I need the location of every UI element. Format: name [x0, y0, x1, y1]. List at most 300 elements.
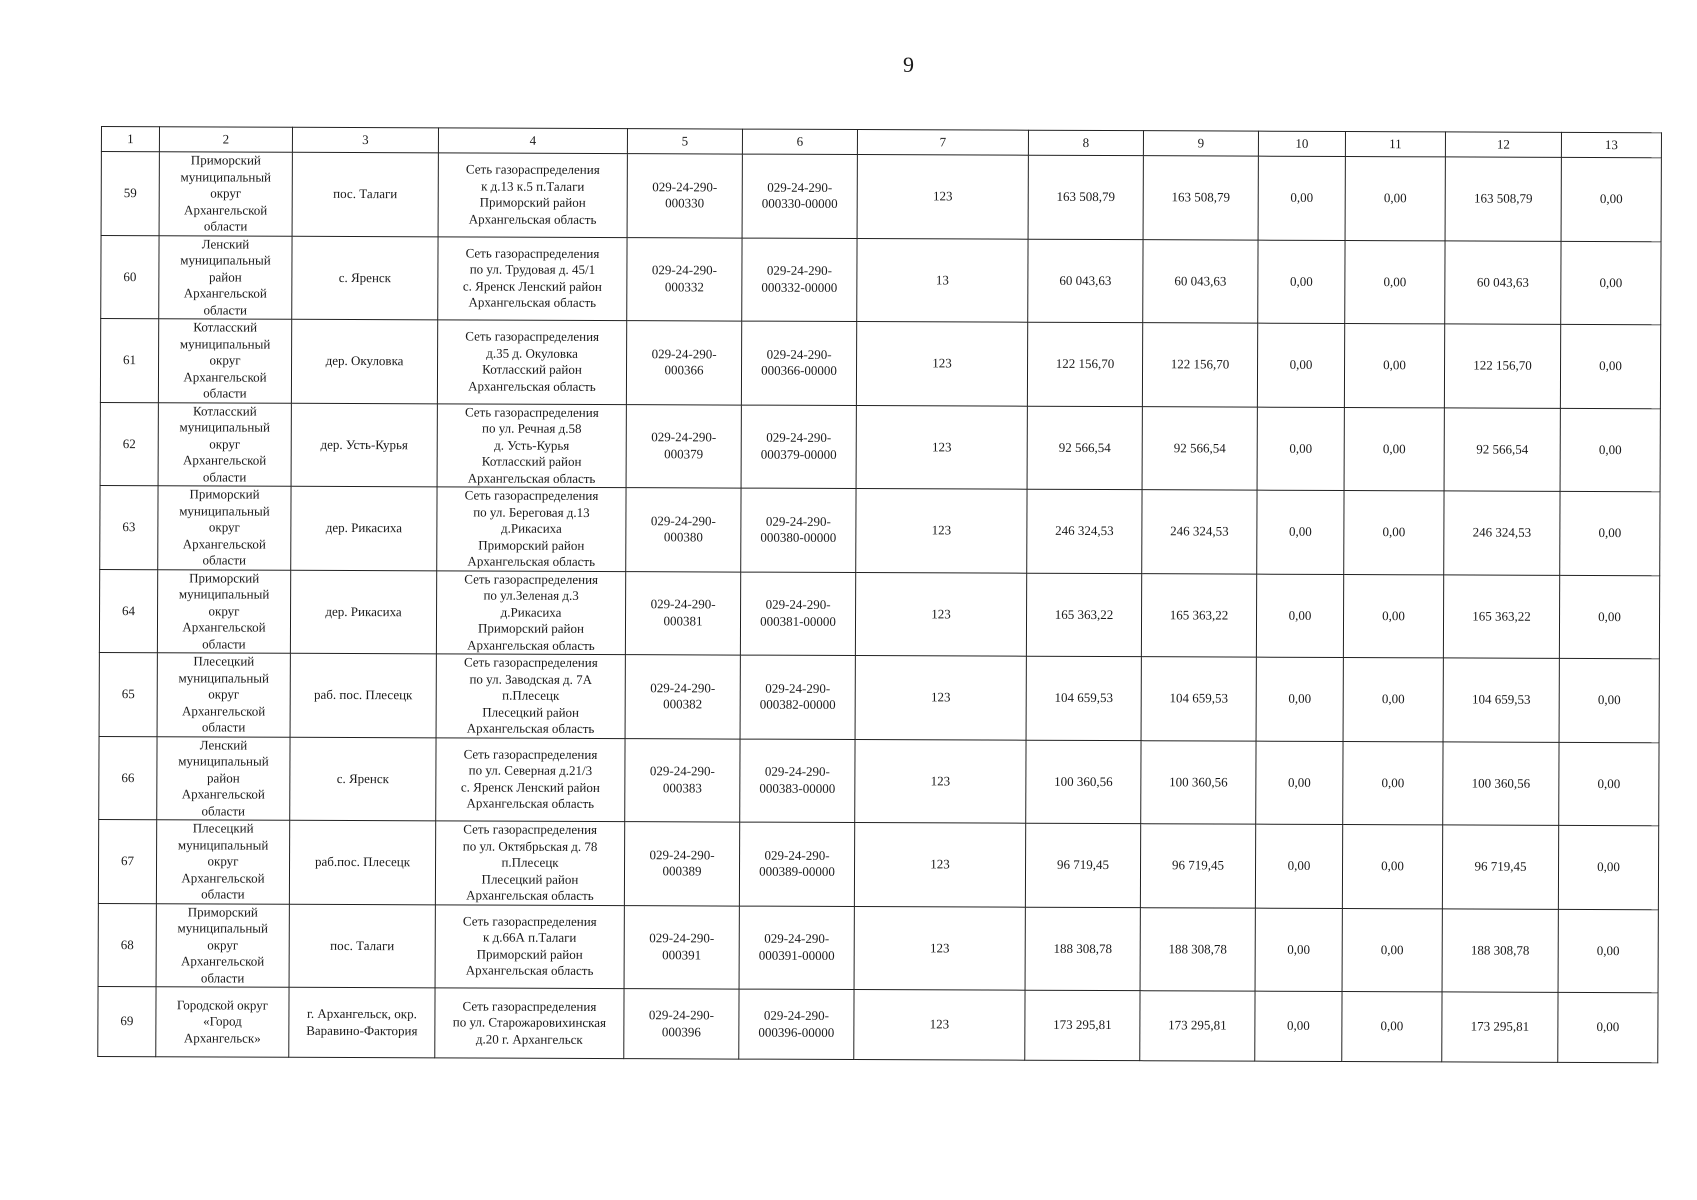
- table-row: [101, 152, 1661, 242]
- municipality-text: Приморский муниципальный округ Архангельской области: [178, 569, 270, 652]
- code-cell: [856, 405, 1027, 489]
- value-col-10-cell: [1257, 407, 1344, 491]
- inventory-number-text: 029-24-290- 000366-00000: [761, 346, 837, 379]
- value-col-11-text: 0,00: [1382, 524, 1406, 540]
- municipality-cell: [158, 319, 291, 403]
- row-number-cell: [100, 319, 158, 403]
- settlement-text: дер. Усть-Курья: [320, 436, 408, 452]
- inventory-number-text: 029-24-290- 000383-00000: [759, 763, 836, 796]
- value-col-12-text: 173 295,81: [1470, 1018, 1530, 1034]
- registry-number-cell: [626, 321, 741, 405]
- registry-number-text: 029-24-290- 000366: [651, 345, 717, 378]
- value-col-8-cell: [1028, 239, 1143, 323]
- code-text: 123: [931, 605, 951, 621]
- value-col-8-cell: [1025, 990, 1140, 1060]
- row-number-cell: [101, 152, 159, 236]
- object-name-text: Сеть газораспределения к д.66А п.Талаги Приморский район Архангельская область: [462, 913, 597, 979]
- value-col-10-cell: [1255, 991, 1342, 1061]
- settlement-cell: [290, 653, 436, 737]
- municipality-text: Плесецкий муниципальный округ Архангельской области: [178, 653, 270, 735]
- value-col-13-text: 0,00: [1596, 942, 1620, 958]
- value-col-13-text: 0,00: [1598, 441, 1622, 457]
- settlement-text: пос. Талаги: [330, 937, 395, 953]
- object-name-cell: [436, 654, 625, 738]
- registry-number-cell: [627, 237, 742, 321]
- table-row: [101, 235, 1661, 325]
- value-col-10-cell: [1257, 323, 1344, 407]
- value-col-8-text: 96 719,45: [1057, 856, 1110, 873]
- column-header-6: 6: [742, 129, 857, 154]
- municipality-text: Приморский муниципальный округ Архангельской области: [180, 152, 272, 234]
- value-col-8-text: 92 566,54: [1058, 439, 1111, 455]
- value-col-9-cell: [1141, 573, 1256, 657]
- row-number-text: 61: [123, 352, 137, 368]
- value-col-10-cell: [1258, 156, 1345, 240]
- value-col-12-cell: [1443, 741, 1559, 825]
- value-col-13-cell: [1559, 575, 1659, 659]
- row-number-cell: [98, 903, 156, 987]
- settlement-cell: [292, 152, 438, 236]
- column-header-5: 5: [627, 129, 742, 154]
- object-name-text: Сеть газораспределения по ул. Старожаровихинская д.20 г. Архангельск: [452, 998, 607, 1047]
- registry-number-text: 029-24-290- 000332: [651, 262, 717, 295]
- value-col-11-text: 0,00: [1380, 1018, 1404, 1034]
- registry-number-text: 029-24-290- 000381: [650, 596, 716, 629]
- data-table: [97, 126, 1662, 1063]
- row-number-text: 69: [120, 1013, 134, 1029]
- value-col-8-cell: [1026, 656, 1141, 740]
- value-col-11-text: 0,00: [1382, 607, 1405, 623]
- value-col-12-text: 100 360,56: [1471, 775, 1531, 791]
- code-text: 123: [932, 355, 952, 371]
- object-name-cell: [438, 236, 627, 320]
- registry-number-cell: [624, 822, 739, 906]
- value-col-13-text: 0,00: [1598, 608, 1621, 624]
- code-text: 123: [929, 1016, 950, 1032]
- object-name-cell: [435, 821, 624, 905]
- registry-number-cell: [624, 989, 739, 1059]
- settlement-cell: [289, 904, 435, 988]
- value-col-13-text: 0,00: [1596, 1019, 1620, 1035]
- value-col-13-text: 0,00: [1599, 274, 1623, 290]
- value-col-8-cell: [1027, 322, 1142, 406]
- value-col-10-cell: [1257, 490, 1344, 574]
- value-col-10-text: 0,00: [1290, 189, 1314, 205]
- value-col-11-cell: [1342, 908, 1442, 992]
- object-name-text: Сеть газораспределения по ул.Зеленая д.3 д.Рикасиха Приморский район Архангельская область: [464, 570, 599, 653]
- object-name-text: Сеть газораспределения по ул. Октябрьская д. 78 п.Плесецк Плесецкий район Архангельская область: [462, 821, 598, 903]
- settlement-cell: [291, 486, 437, 570]
- value-col-11-cell: [1345, 156, 1445, 240]
- value-col-9-cell: [1143, 239, 1258, 323]
- value-col-9-cell: [1140, 824, 1255, 908]
- value-col-9-cell: [1140, 907, 1255, 991]
- inventory-number-cell: [742, 238, 857, 322]
- row-number-cell: [100, 485, 158, 569]
- value-col-8-text: 173 295,81: [1053, 1017, 1112, 1033]
- value-col-10-cell: [1256, 574, 1343, 658]
- code-text: 123: [931, 522, 952, 538]
- settlement-cell: [292, 236, 438, 320]
- value-col-8-cell: [1026, 740, 1141, 824]
- registry-number-cell: [624, 905, 739, 989]
- municipality-text: Котласский муниципальный округ Архангельской области: [179, 319, 271, 401]
- row-number-cell: [99, 652, 157, 736]
- value-col-12-text: 122 156,70: [1473, 357, 1532, 373]
- value-col-13-cell: [1558, 825, 1658, 909]
- value-col-8-text: 100 360,56: [1054, 773, 1113, 789]
- value-col-12-text: 96 719,45: [1474, 858, 1527, 874]
- value-col-8-text: 165 363,22: [1054, 606, 1114, 622]
- value-col-8-text: 104 659,53: [1054, 689, 1113, 706]
- value-col-9-text: 122 156,70: [1170, 356, 1230, 372]
- inventory-number-cell: [740, 572, 855, 656]
- value-col-12-text: 60 043,63: [1476, 274, 1529, 290]
- code-text: 123: [930, 772, 951, 788]
- municipality-text: Городской округ «Город Архангельск»: [176, 997, 269, 1046]
- registry-number-cell: [625, 655, 740, 739]
- inventory-number-text: 029-24-290- 000389-00000: [759, 847, 835, 880]
- municipality-text: Приморский муниципальный округ Архангельской области: [179, 486, 270, 568]
- code-cell: [854, 990, 1025, 1061]
- value-col-10-text: 0,00: [1288, 690, 1312, 706]
- value-col-11-text: 0,00: [1381, 691, 1405, 707]
- value-col-11-cell: [1344, 407, 1444, 491]
- value-col-12-cell: [1444, 407, 1560, 491]
- code-cell: [855, 656, 1026, 740]
- value-col-13-cell: [1559, 742, 1659, 826]
- table-container: [97, 126, 1661, 1063]
- column-header-7: 7: [857, 130, 1028, 156]
- value-col-10-text: 0,00: [1286, 1018, 1310, 1034]
- object-name-text: Сеть газораспределения по ул. Северная д.21/3 с. Яренск Ленский район Архангельская область: [460, 746, 600, 812]
- value-col-13-cell: [1560, 408, 1660, 492]
- object-name-text: Сеть газораспределения д.35 д. Окуловка Котласский район Архангельская область: [465, 328, 600, 394]
- value-col-13-text: 0,00: [1597, 859, 1620, 875]
- municipality-cell: [157, 653, 290, 737]
- code-cell: [855, 739, 1026, 823]
- column-header-2: 2: [159, 127, 292, 153]
- object-name-cell: [435, 904, 624, 988]
- settlement-cell: [289, 820, 435, 904]
- value-col-8-cell: [1028, 155, 1143, 239]
- value-col-9-text: 246 324,53: [1170, 523, 1229, 539]
- column-header-12: 12: [1445, 132, 1561, 157]
- page-number: 9: [903, 52, 914, 77]
- registry-number-text: 029-24-290- 000382: [650, 679, 716, 712]
- table-row: [99, 736, 1659, 826]
- value-col-12-text: 246 324,53: [1472, 524, 1532, 540]
- value-col-11-text: 0,00: [1380, 941, 1404, 957]
- row-number-cell: [98, 986, 156, 1056]
- value-col-10-text: 0,00: [1289, 273, 1313, 289]
- row-number-text: 67: [121, 853, 135, 869]
- value-col-12-text: 188 308,78: [1470, 942, 1530, 958]
- registry-number-text: 029-24-290- 000391: [649, 930, 715, 963]
- settlement-text: дер. Окуловка: [325, 352, 404, 369]
- inventory-number-text: 029-24-290- 000382-00000: [759, 680, 836, 713]
- settlement-cell: [290, 737, 436, 821]
- inventory-number-text: 029-24-290- 000391-00000: [758, 930, 835, 963]
- value-col-10-cell: [1256, 657, 1343, 741]
- value-col-8-cell: [1025, 907, 1140, 991]
- value-col-13-cell: [1561, 157, 1661, 241]
- settlement-text: с. Яренск: [338, 269, 392, 285]
- object-name-text: Сеть газораспределения по ул. Заводская д. 7А п.Плесецк Плесецкий район Архангельская область: [463, 654, 598, 736]
- row-number-cell: [101, 235, 159, 319]
- value-col-12-cell: [1444, 491, 1560, 575]
- row-number-cell: [99, 569, 157, 653]
- inventory-number-text: 029-24-290- 000332-00000: [761, 262, 838, 295]
- settlement-text: дер. Рикасиха: [325, 603, 402, 619]
- value-col-11-text: 0,00: [1383, 357, 1406, 373]
- value-col-13-cell: [1558, 992, 1658, 1062]
- object-name-cell: [438, 153, 627, 237]
- value-col-9-text: 163 508,79: [1171, 189, 1231, 205]
- value-col-10-text: 0,00: [1289, 356, 1313, 372]
- value-col-8-cell: [1026, 573, 1141, 657]
- settlement-cell: [291, 319, 437, 403]
- inventory-number-cell: [741, 321, 856, 405]
- table-row: [100, 319, 1660, 409]
- value-col-11-cell: [1344, 490, 1444, 574]
- column-header-8: 8: [1028, 130, 1143, 155]
- value-col-10-cell: [1256, 741, 1343, 825]
- inventory-number-cell: [740, 739, 855, 823]
- value-col-12-cell: [1442, 825, 1558, 909]
- value-col-12-cell: [1443, 658, 1559, 742]
- value-col-8-text: 122 156,70: [1055, 355, 1115, 372]
- value-col-11-text: 0,00: [1382, 440, 1406, 456]
- value-col-12-cell: [1445, 157, 1561, 241]
- row-number-text: 60: [123, 268, 137, 284]
- settlement-cell: [290, 570, 436, 654]
- row-number-text: 68: [120, 936, 134, 952]
- value-col-10-text: 0,00: [1287, 857, 1311, 873]
- object-name-cell: [437, 487, 626, 571]
- value-col-8-text: 188 308,78: [1053, 940, 1112, 956]
- value-col-12-cell: [1444, 324, 1560, 408]
- row-number-text: 65: [121, 686, 135, 702]
- code-text: 123: [930, 689, 951, 705]
- value-col-8-cell: [1027, 406, 1142, 490]
- value-col-12-text: 92 566,54: [1476, 441, 1529, 457]
- municipality-cell: [158, 402, 291, 486]
- registry-number-cell: [626, 488, 741, 572]
- inventory-number-cell: [739, 906, 854, 990]
- registry-number-text: 029-24-290- 000389: [649, 846, 715, 879]
- value-col-13-cell: [1560, 324, 1660, 408]
- municipality-cell: [157, 736, 290, 820]
- inventory-number-cell: [739, 822, 854, 906]
- column-header-10: 10: [1258, 131, 1345, 156]
- object-name-cell: [435, 988, 624, 1059]
- municipality-text: Плесецкий муниципальный округ Архангельской области: [177, 820, 269, 902]
- code-cell: [856, 322, 1027, 406]
- value-col-13-cell: [1558, 909, 1658, 993]
- code-text: 13: [935, 271, 949, 287]
- value-col-11-text: 0,00: [1383, 273, 1407, 289]
- registry-number-cell: [625, 738, 740, 822]
- settlement-cell: [289, 987, 435, 1058]
- municipality-text: Ленский муниципальный район Архангельской области: [178, 736, 269, 819]
- value-col-9-text: 60 043,63: [1174, 272, 1227, 289]
- value-col-11-text: 0,00: [1381, 858, 1404, 874]
- object-name-cell: [436, 570, 625, 654]
- settlement-text: пос. Талаги: [333, 185, 398, 202]
- inventory-number-text: 029-24-290- 000380-00000: [760, 513, 837, 546]
- settlement-text: раб. пос. Плесецк: [313, 686, 413, 703]
- registry-number-text: 029-24-290- 000396: [648, 1007, 714, 1039]
- registry-number-text: 029-24-290- 000379: [651, 429, 717, 462]
- table-row: [98, 903, 1658, 993]
- municipality-cell: [159, 152, 292, 236]
- table-row: [100, 402, 1660, 492]
- value-col-12-cell: [1443, 574, 1559, 658]
- column-header-13: 13: [1561, 132, 1661, 157]
- inventory-number-text: 029-24-290- 000330-00000: [761, 179, 838, 212]
- value-col-12-cell: [1442, 908, 1558, 992]
- municipality-text: Приморский муниципальный округ Архангельской области: [177, 903, 269, 986]
- value-col-9-cell: [1142, 406, 1257, 490]
- row-number-text: 59: [123, 185, 137, 201]
- value-col-9-text: 188 308,78: [1168, 940, 1227, 957]
- settlement-text: дер. Рикасиха: [325, 519, 403, 536]
- registry-number-text: 029-24-290- 000380: [650, 512, 716, 545]
- table-row: [98, 986, 1658, 1062]
- value-col-9-cell: [1143, 156, 1258, 240]
- inventory-number-cell: [742, 154, 857, 238]
- row-number-cell: [99, 736, 157, 820]
- table-row: [99, 569, 1659, 659]
- row-number-text: 66: [121, 769, 135, 785]
- value-col-9-text: 92 566,54: [1173, 439, 1226, 456]
- value-col-13-text: 0,00: [1597, 775, 1621, 791]
- registry-number-text: 029-24-290- 000383: [649, 763, 715, 796]
- value-col-10-cell: [1255, 908, 1342, 992]
- value-col-8-text: 246 324,53: [1055, 522, 1114, 539]
- object-name-text: Сеть газораспределения по ул. Береговая д.13 д.Рикасиха Приморский район Архангельская область: [464, 487, 599, 569]
- column-header-4: 4: [438, 128, 627, 154]
- row-number-text: 63: [122, 519, 136, 535]
- value-col-10-text: 0,00: [1287, 941, 1311, 957]
- value-col-8-text: 163 508,79: [1056, 188, 1116, 205]
- value-col-9-text: 100 360,56: [1169, 773, 1228, 790]
- value-col-11-cell: [1343, 574, 1443, 658]
- value-col-13-text: 0,00: [1599, 191, 1623, 207]
- value-col-9-text: 173 295,81: [1168, 1017, 1227, 1033]
- code-text: 123: [929, 939, 950, 955]
- value-col-10-text: 0,00: [1288, 523, 1312, 539]
- inventory-number-cell: [740, 655, 855, 739]
- municipality-cell: [156, 820, 289, 904]
- settlement-cell: [291, 403, 437, 487]
- municipality-cell: [158, 486, 291, 570]
- object-name-text: Сеть газораспределения по ул. Трудовая д. 45/1 с. Яренск Ленский район Архангельская область: [462, 245, 602, 311]
- value-col-13-text: 0,00: [1597, 692, 1621, 708]
- inventory-number-text: 029-24-290- 000381-00000: [760, 596, 836, 629]
- value-col-11-cell: [1343, 741, 1443, 825]
- value-col-12-cell: [1445, 240, 1561, 324]
- code-cell: [856, 489, 1027, 573]
- inventory-number-text: 029-24-290- 000379-00000: [760, 429, 837, 462]
- object-name-text: Сеть газораспределения к д.13 к.5 п.Талаги Приморский район Архангельская область: [465, 161, 600, 227]
- value-col-13-cell: [1559, 658, 1659, 742]
- object-name-text: Сеть газораспределения по ул. Речная д.58 д. Усть-Курья Котласский район Архангельская область: [464, 403, 599, 486]
- code-cell: [857, 155, 1028, 239]
- table-row: [100, 485, 1660, 575]
- value-col-10-text: 0,00: [1289, 440, 1313, 456]
- value-col-11-cell: [1343, 657, 1443, 741]
- row-number-text: 64: [122, 602, 136, 618]
- municipality-text: Ленский муниципальный район Архангельской области: [180, 235, 271, 318]
- value-col-9-text: 96 719,45: [1172, 857, 1225, 873]
- value-col-11-cell: [1342, 991, 1442, 1061]
- value-col-8-cell: [1027, 489, 1142, 573]
- column-header-3: 3: [292, 127, 438, 153]
- value-col-10-cell: [1258, 240, 1345, 324]
- value-col-13-text: 0,00: [1598, 525, 1622, 541]
- code-cell: [857, 238, 1028, 322]
- registry-number-cell: [625, 571, 740, 655]
- code-cell: [855, 572, 1026, 656]
- value-col-10-cell: [1255, 824, 1342, 908]
- table-row: [98, 819, 1658, 909]
- value-col-11-cell: [1344, 323, 1444, 407]
- inventory-number-cell: [741, 488, 856, 572]
- value-col-8-text: 60 043,63: [1059, 272, 1112, 288]
- object-name-cell: [437, 403, 626, 487]
- column-header-11: 11: [1345, 131, 1445, 156]
- value-col-10-text: 0,00: [1288, 607, 1312, 623]
- value-col-9-cell: [1142, 490, 1257, 574]
- value-col-10-text: 0,00: [1287, 774, 1311, 790]
- registry-number-text: 029-24-290- 000330: [652, 178, 718, 211]
- code-text: 123: [931, 438, 952, 454]
- value-col-12-text: 165 363,22: [1472, 608, 1531, 624]
- municipality-cell: [156, 903, 289, 987]
- value-col-11-text: 0,00: [1381, 774, 1405, 790]
- registry-number-cell: [626, 404, 741, 488]
- inventory-number-cell: [741, 405, 856, 489]
- value-col-9-cell: [1142, 323, 1257, 407]
- table-row: [99, 652, 1659, 742]
- value-col-12-text: 163 508,79: [1473, 190, 1533, 206]
- value-col-13-cell: [1561, 241, 1661, 325]
- value-col-12-cell: [1442, 992, 1558, 1062]
- value-col-13-text: 0,00: [1599, 358, 1622, 374]
- municipality-cell: [159, 235, 292, 319]
- object-name-cell: [436, 737, 625, 821]
- settlement-text: раб.пос. Плесецк: [314, 853, 411, 870]
- value-col-9-cell: [1141, 740, 1256, 824]
- value-col-9-text: 104 659,53: [1169, 690, 1228, 706]
- value-col-8-cell: [1025, 823, 1140, 907]
- row-number-cell: [98, 819, 156, 903]
- object-name-cell: [437, 320, 626, 404]
- value-col-11-cell: [1342, 824, 1442, 908]
- code-text: 123: [932, 188, 953, 204]
- value-col-13-cell: [1560, 491, 1660, 575]
- value-col-12-text: 104 659,53: [1471, 691, 1531, 707]
- column-header-1: 1: [101, 127, 159, 152]
- value-col-9-cell: [1140, 991, 1255, 1061]
- value-col-11-text: 0,00: [1383, 190, 1407, 206]
- inventory-number-cell: [739, 989, 854, 1059]
- settlement-text: г. Архангельск, окр. Варавино-Фактория: [306, 1005, 418, 1038]
- inventory-number-text: 029-24-290- 000396-00000: [758, 1007, 835, 1040]
- column-header-9: 9: [1143, 131, 1258, 156]
